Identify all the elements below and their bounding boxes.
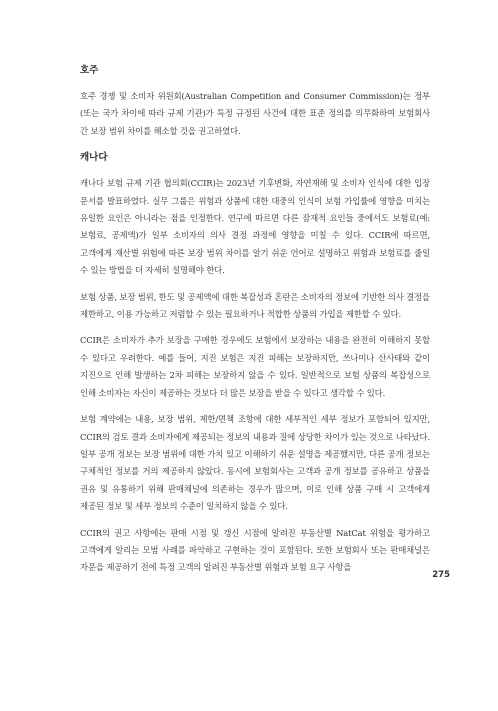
section-canada	[80, 151, 430, 577]
page-number: 275	[432, 570, 450, 580]
paragraph: 호주 경쟁 및 소비자 위원회(Australian Competition and Consumer Commission)는 정부(또는 국가 차이에 따라 규제 기관)가 특정 규정된 사건에 대한 표준 정의를 의무화하여 보험회사 간 보장 범위 차이를 해소할 것을 권고하였다.	[80, 91, 430, 136]
paragraph: 보험 계약에는 내용, 보장 범위, 제한/면책 조항에 대한 세부적인 세부 정보가 포함되어 있지만, CCIR의 검토 결과 소비자에게 제공되는 정보의 내용과 질에 상당한 차이가 있는 것으로 나타났다. 일부 공개 정보는 보장 범위에 대한 가치 있고 이해하기 쉬운 설명을 제공했지만, 다른 공개 정보는 구체적인 정보를 거의 제공하지 않았다. 동시에 보험회사는 고객과 공개 정보를 공유하고 상품을 권유 및 유통하기 위해 판매채널에 의존하는 경우가 많으며, 이로 인해 상품 구매 시 고객에게 제공된 정보 및 세부 정보의 수준이 일치하지 않을 수 있다.	[80, 414, 430, 512]
paragraph: CCIR의 권고 사항에는 판매 시점 및 갱신 시점에 알려진 부동산별 NatCat 위험을 평가하고 고객에게 알리는 모범 사례를 파악하고 구현하는 것이 포함된다. 또한 보험회사 또는 판매채널은 자문을 제공하기 전에 특정 고객의 알려진 부동산별 위험과 보험 요구 사항을	[80, 527, 430, 573]
paragraph: CCIR은 소비자가 추가 보장을 구매한 경우에도 보험에서 보장하는 내용을 완전히 이해하지 못할 수 있다고 우려한다. 예를 들어, 지진 보험은 지진 피해는 보장하지만, 쓰나미나 산사태와 같이 지진으로 인해 발생하는 2차 피해는 보장하지 않을 수 있다. 일반적으로 보험 상품의 복잡성으로 인해 소비자는 자신이 제공하는 것보다 더 많은 보장을 받을 수 있다고 생각할 수 있다.	[80, 335, 430, 398]
section-heading: 캐나다	[80, 152, 108, 164]
section-heading: 호주	[80, 65, 99, 76]
paragraph: 보험 상품, 보장 범위, 한도 및 공제액에 대한 복잡성과 혼란은 소비자의 정보에 기반한 의사 결정을 제한하고, 이용 가능하고 저렴할 수 있는 필요하거나 적합한 상품의 가입을 제한할 수 있다.	[80, 291, 430, 320]
paragraph: 캐나다 보험 규제 기관 협의회(CCIR)는 2023년 기후변화, 자연재해 및 소비자 인식에 대한 입장 문서를 발표하였다. 실무 그룹은 위험과 상품에 대한 대중의 인식이 보험 가입률에 영향을 미치는 유일한 요인은 아니라는 점을 인정한다. 연구에 따르면 다른 잠재적 요인들 중에서도 보험료(예: 보험료, 공제액)가 일부 소비자의 의사 결정 과정에 영향을 미칠 수 있다. CCIR에 따르면, 고객에게 재산별 위험에 따른 보장 범위 차이를 알기 쉬운 언어로 설명하고 위험과 보험료를 줄일 수 있는 방법을 더 자세히 설명해야 한다.	[80, 178, 430, 276]
section-australia	[80, 64, 430, 140]
